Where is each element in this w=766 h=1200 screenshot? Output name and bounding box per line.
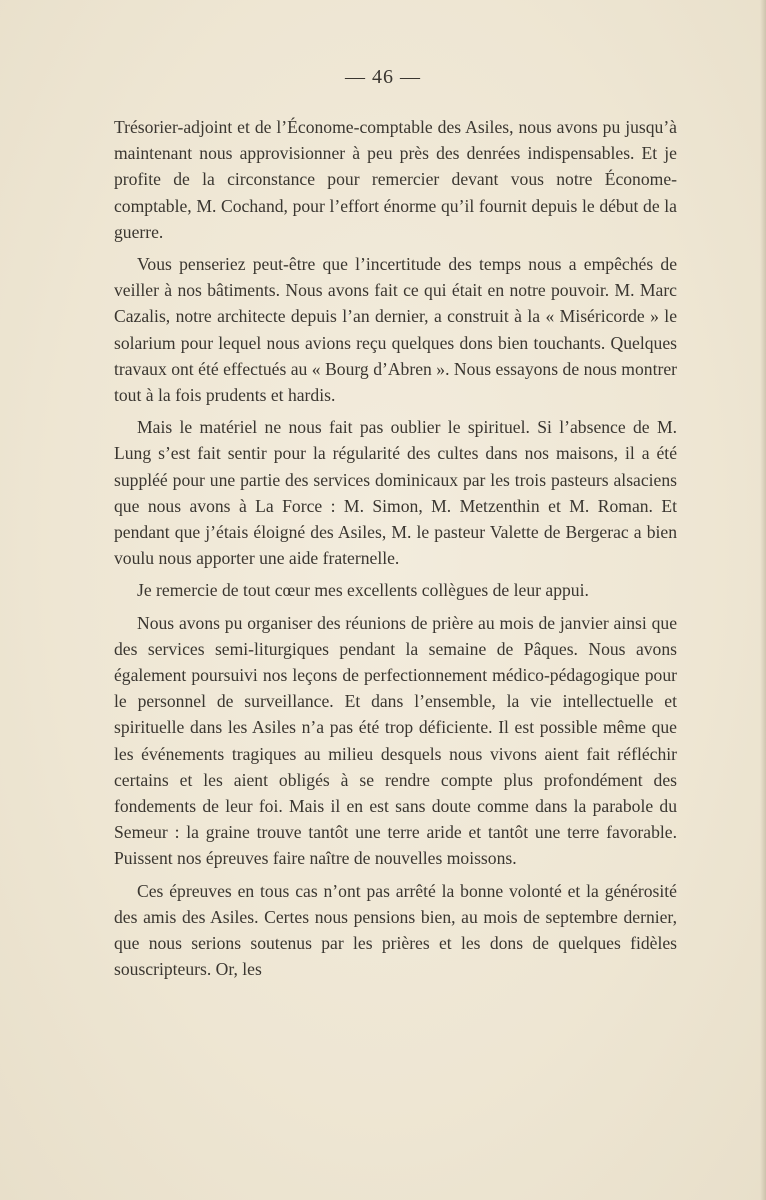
paragraph-5: Nous avons pu organiser des réunions de prière au mois de janvier ainsi que des services semi-liturgiques pendant la semaine de Pâques. Nous avons également poursuivi nos leçons de perfectionnement médico-pédagogique pour le personnel de surveillance. Et dans l’ensemble, la vie intellectuelle et spirituelle dans les Asiles n’a pas été trop déficiente. Il est possible même que les événements tragiques au milieu desquels nous vivons aient fait réfléchir certains et les aient obligés à se rendre compte plus profondément des fondements de leur foi. Mais il en est sans doute comme dans la parabole du Semeur : la graine trouve tantôt une terre aride et tantôt une terre favorable. Puissent nos épreuves faire naître de nouvelles moissons. (114, 612, 677, 869)
paragraph-3: Mais le matériel ne nous fait pas oublier le spirituel. Si l’absence de M. Lung s’est fait sentir pour la régularité des cultes dans nos maisons, il a été suppléé pour une partie des services dominicaux par les trois pasteurs alsaciens que nous avons à La Force : M. Simon, M. Metzenthin et M. Roman. Et pendant que j’étais éloigné des Asiles, M. le pasteur Valette de Bergerac a bien voulu nous apporter une aide fraternelle. (114, 417, 677, 569)
page-edge-shadow (760, 0, 766, 1200)
paragraph-6: Ces épreuves en tous cas n’ont pas arrêté la bonne volonté et la générosité des amis des Asiles. Certes nous pensions bien, au mois de septembre dernier, que nous serions soutenus par les prières et les dons de quelques fidèles souscripteurs. Or, les (114, 880, 677, 980)
page-number: — 46 — (345, 66, 421, 88)
body-text (114, 114, 677, 989)
paragraph-4: Je remercie de tout cœur mes excellents collègues de leur appui. (137, 580, 589, 601)
paragraph-2: Vous penseriez peut-être que l’incertitude des temps nous a empêchés de veiller à nos bâtiments. Nous avons fait ce qui était en notre pouvoir. M. Marc Cazalis, notre architecte depuis l’an dernier, a construit à la « Miséricorde » le solarium pour lequel nous avions reçu quelques dons bien touchants. Quelques travaux ont été effectués au « Bourg d’Abren ». Nous essayons de nous montrer tout à la fois prudents et hardis. (114, 254, 677, 406)
paragraph-1: Trésorier-adjoint et de l’Économe-comptable des Asiles, nous avons pu jusqu’à maintenant nous approvisionner à peu près des denrées indispensables. Et je profite de la circonstance pour remercier devant vous notre Économe-comptable, M. Cochand, pour l’effort énorme qu’il fournit depuis le début de la guerre. (114, 117, 677, 242)
